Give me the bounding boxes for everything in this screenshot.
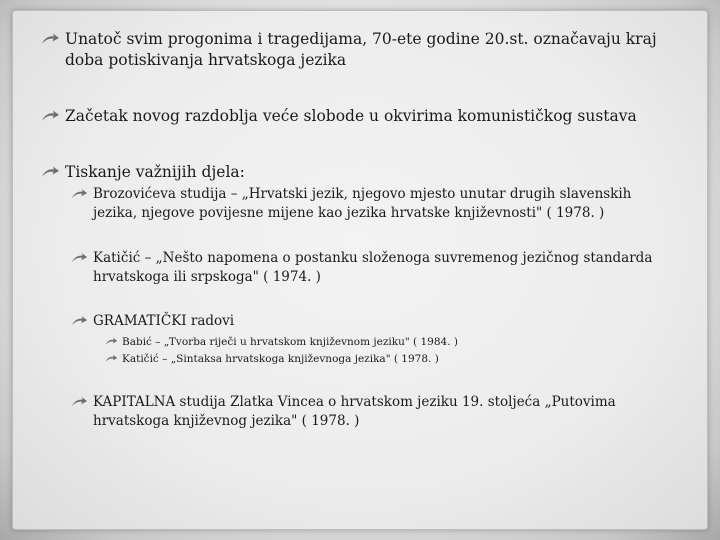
sub-bullet-text-3: GRAMATIČKI radovi <box>93 313 235 329</box>
bullet-item-1 <box>40 29 670 71</box>
curved-arrow-bullet-icon <box>104 334 118 350</box>
curved-arrow-bullet-icon <box>70 312 88 331</box>
sub-sub-bullet-text-2: Katičić – „Sintaksa hrvatskoga književnoga jezika" ( 1978. ) <box>122 353 439 365</box>
sub-sub-bullet-item-1 <box>104 334 664 350</box>
sub-bullet-item-2 <box>70 249 680 287</box>
curved-arrow-bullet-icon <box>70 393 88 412</box>
curved-arrow-bullet-icon <box>70 249 88 268</box>
sub-bullet-item-1 <box>70 185 670 223</box>
curved-arrow-bullet-icon <box>40 106 60 127</box>
bullet-item-3 <box>40 162 680 183</box>
curved-arrow-bullet-icon <box>70 185 88 204</box>
sub-bullet-text-2: Katičić – „Nešto napomena o postanku složenoga suvremenog jezičnog standarda hrvatskoga ili srpskoga" ( 1974. ) <box>93 250 653 285</box>
sub-bullet-text-4: KAPITALNA studija Zlatka Vincea o hrvatskom jeziku 19. stoljeća „Putovima hrvatskoga književnog jezika" ( 1978. ) <box>93 394 616 429</box>
sub-bullet-item-3 <box>70 312 670 331</box>
bullet-item-2 <box>40 106 680 127</box>
curved-arrow-bullet-icon <box>40 29 60 50</box>
curved-arrow-bullet-icon <box>104 351 118 367</box>
sub-sub-bullet-item-2 <box>104 351 664 367</box>
curved-arrow-bullet-icon <box>40 162 60 183</box>
bullet-text-3: Tiskanje važnijih djela: <box>65 163 245 181</box>
sub-bullet-item-4 <box>70 393 670 431</box>
bullet-text-2: Začetak novog razdoblja veće slobode u okvirima komunističkog sustava <box>65 107 637 125</box>
sub-sub-bullet-text-1: Babić – „Tvorba riječi u hrvatskom književnom jeziku" ( 1984. ) <box>122 336 458 348</box>
bullet-text-1: Unatoč svim progonima i tragedijama, 70-ete godine 20.st. označavaju kraj doba potiskivanja hrvatskoga jezika <box>65 30 657 69</box>
sub-bullet-text-1: Brozovićeva studija – „Hrvatski jezik, njegovo mjesto unutar drugih slavenskih jezika, njegove povijesne mijene kao jezika hrvatske književnosti" ( 1978. ) <box>93 186 632 221</box>
